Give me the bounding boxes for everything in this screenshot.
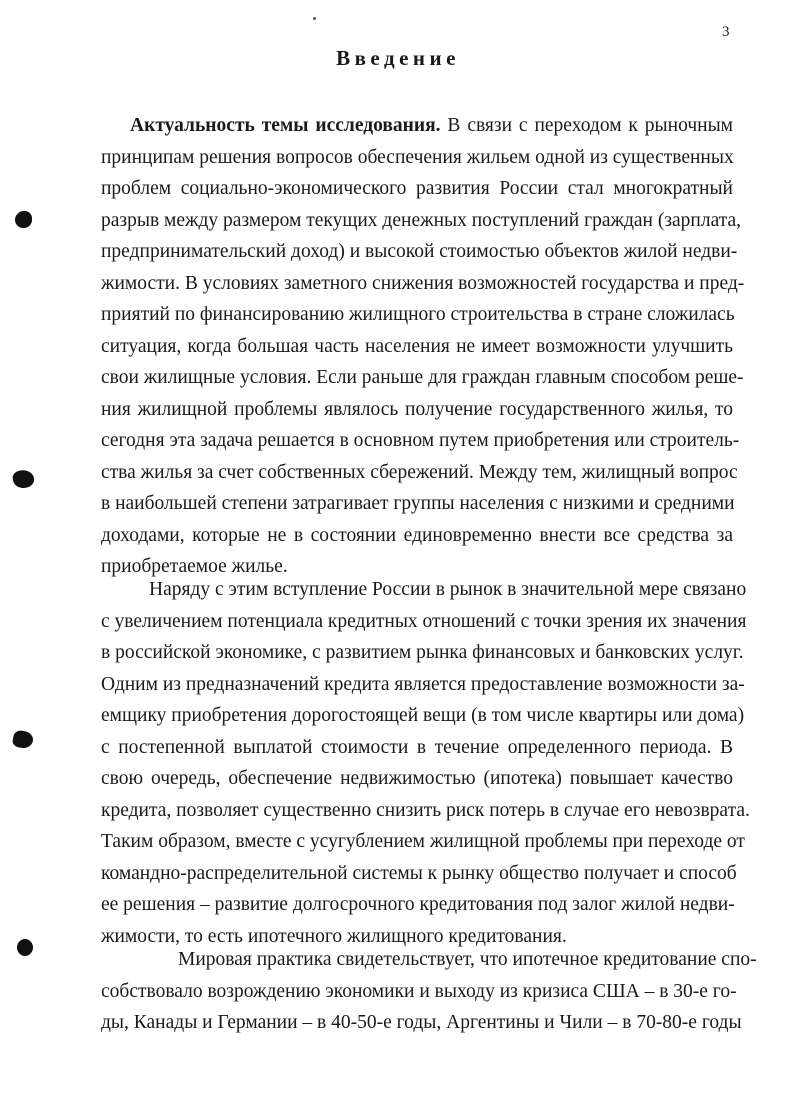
- text-line: командно-распределительной системы к рынку общество получает и способ: [101, 862, 737, 884]
- text-line-content: В связи с переходом к рыночным: [440, 115, 734, 136]
- binder-hole-mark: [12, 729, 35, 749]
- text-line: Одним из предназначений кредита является предоставление возможности за-: [101, 673, 745, 695]
- text-line: приобретаемое жилье.: [101, 556, 288, 577]
- binder-hole-mark: [17, 939, 33, 956]
- page-number: 3: [722, 24, 730, 40]
- text-line: проблем социально-экономического развития России стал многократный: [101, 178, 733, 199]
- section-heading-inline: Актуальность темы исследования.: [130, 115, 441, 136]
- text-line: ситуация, когда большая часть населения не имеет возможности улучшить: [101, 335, 733, 357]
- text-line: предпринимательский доход) и высокой стоимостью объектов жилой недви-: [101, 241, 738, 262]
- text-line: жимости. В условиях заметного снижения возможностей государства и пред-: [101, 272, 745, 294]
- binder-hole-mark: [11, 468, 35, 490]
- text-line: с постепенной выплатой стоимости в течение определенного периода. В: [101, 736, 733, 758]
- text-line: жимости, то есть ипотечного жилищного кредитования.: [101, 925, 567, 947]
- text-line: ее решения – развитие долгосрочного кредитования под залог жилой недви-: [101, 894, 735, 915]
- text-line: свои жилищные условия. Если раньше для граждан главным способом реше-: [101, 367, 744, 388]
- page-title: Введение: [336, 46, 460, 70]
- text-line: кредита, позволяет существенно снизить риск потерь в случае его невозврата.: [101, 799, 750, 821]
- text-line: в наибольшей степени затрагивает группы населения с низкими и средними: [101, 493, 735, 514]
- text-line: разрыв между размером текущих денежных поступлений граждан (зарплата,: [101, 209, 742, 231]
- text-line: с увеличением потенциала кредитных отношений с точки зрения их значения: [101, 610, 747, 632]
- text-line: ства жилья за счет собственных сбережений. Между тем, жилищный вопрос: [101, 461, 738, 483]
- text-line: свою очередь, обеспечение недвижимостью (ипотека) повышает качество: [101, 768, 733, 789]
- scan-speck: [313, 17, 316, 20]
- text-line: Таким образом, вместе с усугублением жилищной проблемы при переходе от: [101, 831, 745, 852]
- text-line: доходами, которые не в состоянии единовременно внести все средства за: [101, 524, 733, 546]
- text-line: Наряду с этим вступление России в рынок в значительной мере связано: [149, 579, 747, 600]
- text-line: сегодня эта задача решается в основном путем приобретения или строитель-: [101, 430, 740, 451]
- text-line: ния жилищной проблемы являлось получение государственного жилья, то: [101, 398, 733, 420]
- text-line: принципам решения вопросов обеспечения жильем одной из существенных: [101, 146, 734, 168]
- text-line: приятий по финансированию жилищного строительства в стране сложилась: [101, 304, 735, 325]
- text-line: ды, Канады и Германии – в 40-50-е годы, Аргентины и Чили – в 70-80-е годы: [101, 1012, 742, 1033]
- text-line: в российской экономике, с развитием рынка финансовых и банковских услуг.: [101, 642, 744, 663]
- binder-hole-mark: [15, 211, 32, 228]
- text-line: [130, 114, 733, 138]
- text-line: собствовало возрождению экономики и выходу из кризиса США – в 30-е го-: [101, 980, 737, 1002]
- text-line: емщику приобретения дорогостоящей вещи (в том числе квартиры или дома): [101, 705, 745, 726]
- text-line: Мировая практика свидетельствует, что ипотечное кредитование спо-: [178, 949, 757, 970]
